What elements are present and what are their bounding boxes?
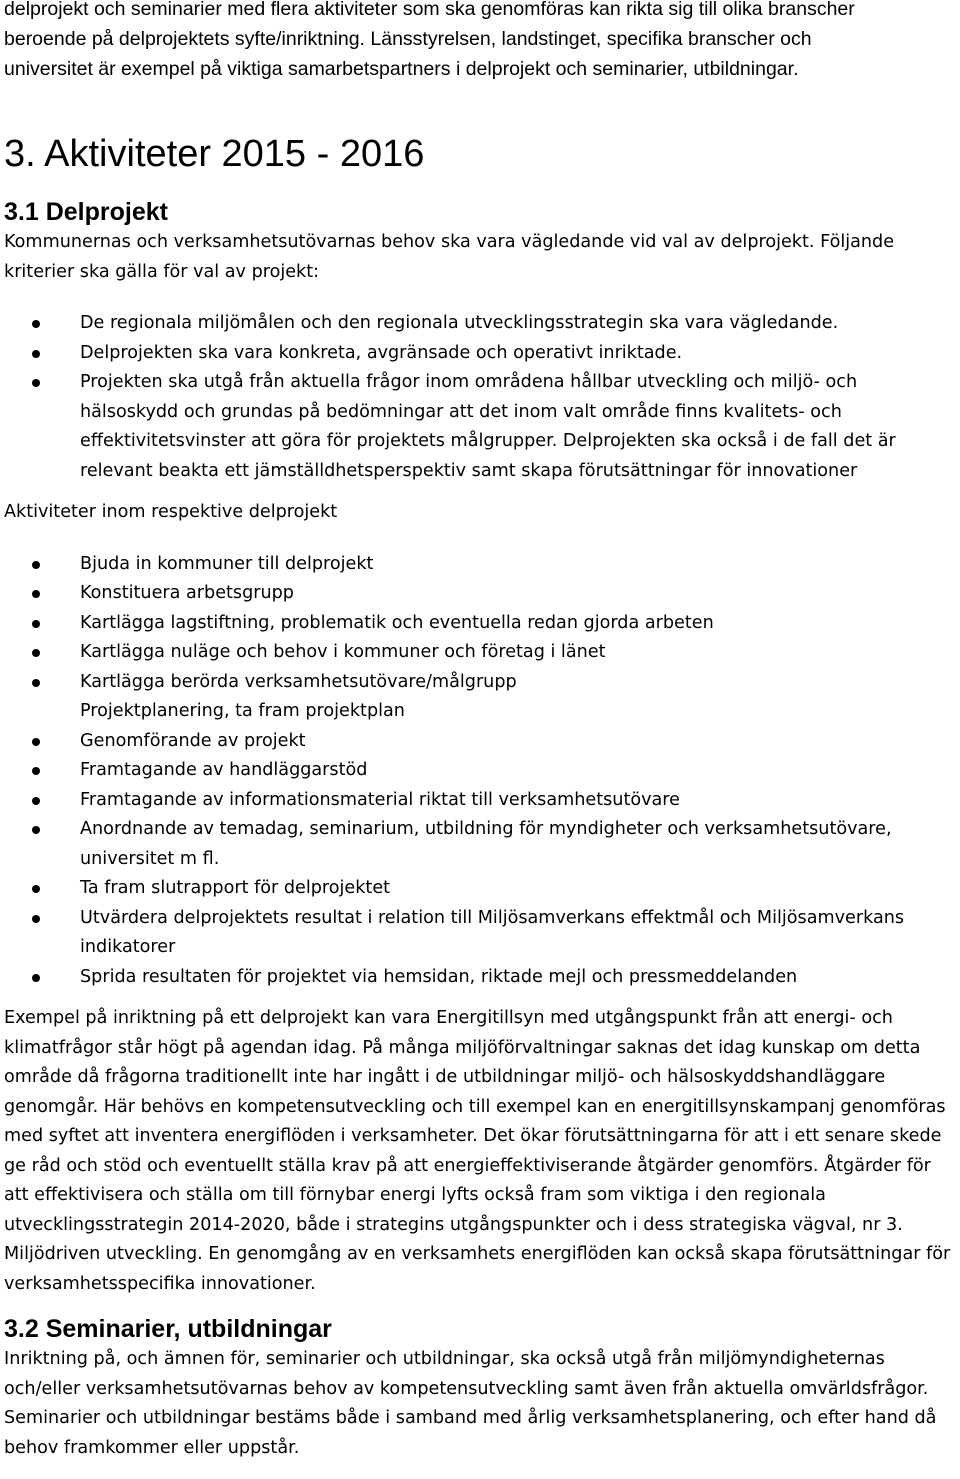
list-item: [4, 609, 954, 639]
list-item-text: Delprojekten ska vara konkreta, avgränsade och operativt inriktade.: [80, 342, 683, 363]
intro-line: beroende på delprojektets syfte/inriktning. Länsstyrelsen, landstinget, specifika branscher och: [4, 28, 812, 50]
list-item: [4, 904, 954, 963]
list-item-text: Ta fram slutrapport för delprojektet: [80, 878, 391, 898]
list-item: [4, 368, 954, 486]
list-item-text: Bjuda in kommuner till delprojekt: [80, 553, 374, 574]
list-item-text: Utvärdera delprojektets resultat i relation till Miljösamverkans effektmål och Miljösamverkans indikatorer: [80, 907, 905, 957]
list-item: [4, 339, 954, 369]
list-item-text: Genomförande av projekt: [80, 730, 306, 751]
list-item-text: Projekten ska utgå från aktuella frågor inom områdena hållbar utveckling och miljö- och hälsoskydd och grundas på bedömningar att det inom valt område finns kvalitets- och effektivitetsvinster att göra för projektets målgrupper. Delprojekten ska också i de fall det är relevant beakta ett jämställdhetsperspektiv samt skapa förutsättningar för innovationer: [80, 372, 896, 481]
bullet-icon: [32, 797, 40, 805]
section-heading-3-2: 3.2 Seminarier, utbildningar: [4, 1315, 332, 1343]
bullet-icon: [32, 649, 40, 657]
list-item-text: De regionala miljömålen och den regionala utvecklingsstrategin ska vara vägledande.: [80, 313, 839, 333]
paragraph-criteria-intro: Kommunernas och verksamhetsutövarnas behov ska vara vägledande vid val av delprojekt. Följande kriterier ska gälla för val av projekt:: [4, 232, 895, 282]
bullet-icon: [32, 561, 40, 569]
list-item: [4, 309, 954, 339]
activities-heading: Aktiviteter inom respektive delprojekt: [4, 502, 338, 522]
document-page: [4, 0, 954, 1458]
list-item: [4, 874, 954, 904]
list-item-text: Anordnande av temadag, seminarium, utbildning för myndigheter och verksamhetsutövare, universitet m fl.: [80, 819, 892, 869]
bullet-icon: [32, 885, 40, 893]
list-item: [4, 638, 954, 668]
bullet-icon: [32, 590, 40, 598]
bullet-icon: [32, 767, 40, 775]
list-item-text: Projektplanering, ta fram projektplan: [80, 701, 405, 721]
intro-line: delprojekt och seminarier med flera aktiviteter som ska genomföras kan rikta sig till olika branscher: [4, 0, 855, 20]
section-3-2: [4, 1313, 954, 1463]
bullet-icon: [32, 379, 40, 387]
list-item: [4, 550, 954, 580]
list-item-text: Framtagande av handläggarstöd: [80, 760, 368, 780]
list-item-text: Kartlägga berörda verksamhetsutövare/målgrupp: [80, 671, 517, 692]
section-3-1: [4, 196, 954, 1463]
bullet-icon: [32, 679, 40, 687]
list-item: [4, 579, 954, 609]
bullet-icon: [32, 350, 40, 358]
intro-line: universitet är exempel på viktiga samarbetspartners i delprojekt och seminarier, utbildningar.: [4, 58, 799, 80]
list-item-text: Framtagande av informationsmaterial riktat till verksamhetsutövare: [80, 789, 680, 810]
list-item-text: Konstituera arbetsgrupp: [80, 583, 294, 603]
bullet-icon: [32, 974, 40, 982]
activities-list: [4, 550, 954, 993]
list-item: [4, 697, 954, 727]
list-item: [4, 668, 954, 698]
list-item: [4, 963, 954, 993]
bullet-icon: [32, 738, 40, 746]
bullet-icon: [32, 320, 40, 328]
list-item: [4, 727, 954, 757]
intro-paragraph: [4, 0, 954, 84]
list-item: [4, 815, 954, 874]
bullet-icon: [32, 620, 40, 628]
paragraph-seminars: Inriktning på, och ämnen för, seminarier och utbildningar, ska också utgå från miljömyndigheternas och/eller verksamhetsutövarnas behov av kompetensutveckling samt även från aktuella omvärldsfrågor. Seminarier och utbildningar bestäms både i samband med årlig verksamhetsplanering, och efter hand då behov framkommer eller uppstår.: [4, 1349, 937, 1458]
list-item-text: Kartlägga lagstiftning, problematik och eventuella redan gjorda arbeten: [80, 612, 714, 633]
list-item-text: Kartlägga nuläge och behov i kommuner och företag i länet: [80, 642, 606, 662]
paragraph-example: Exempel på inriktning på ett delprojekt kan vara Energitillsyn med utgångspunkt från att energi- och klimatfrågor står högt på agendan idag. På många miljöförvaltningar saknas det idag kunskap om detta område då frågorna traditionellt inte har ingått i de utbildningar miljö- och hälsoskyddshandläggare genomgår. Här behövs en kompetensutveckling och till exempel kan en energitillsynskampanj genomföras med syftet att inventera energiflöden i verksamheter. Det ökar förutsättningarna för att i ett senare skede ge råd och stöd och eventuellt ställa krav på att energieffektiviserande åtgärder genomförs. Åtgärder för att effektivisera och ställa om till förnybar energi lyfts också fram som viktiga i den regionala utvecklingsstrategin 2014-2020, både i strategins utgångspunkter och i dess strategiska vägval, nr 3. Miljödriven utveckling. En genomgång av en verksamhets energiflöden kan också skapa förutsättningar för verksamhetsspecifika innovationer.: [4, 1008, 951, 1294]
list-item: [4, 756, 954, 786]
section-heading-3-1: 3.1 Delprojekt: [4, 198, 168, 226]
section-heading-3: 3. Aktiviteter 2015 - 2016: [4, 133, 425, 175]
list-item: [4, 786, 954, 816]
bullet-icon: [32, 915, 40, 923]
criteria-list: [4, 309, 954, 486]
bullet-icon: [32, 826, 40, 834]
list-item-text: Sprida resultaten för projektet via hemsidan, riktade mejl och pressmeddelanden: [80, 966, 798, 987]
